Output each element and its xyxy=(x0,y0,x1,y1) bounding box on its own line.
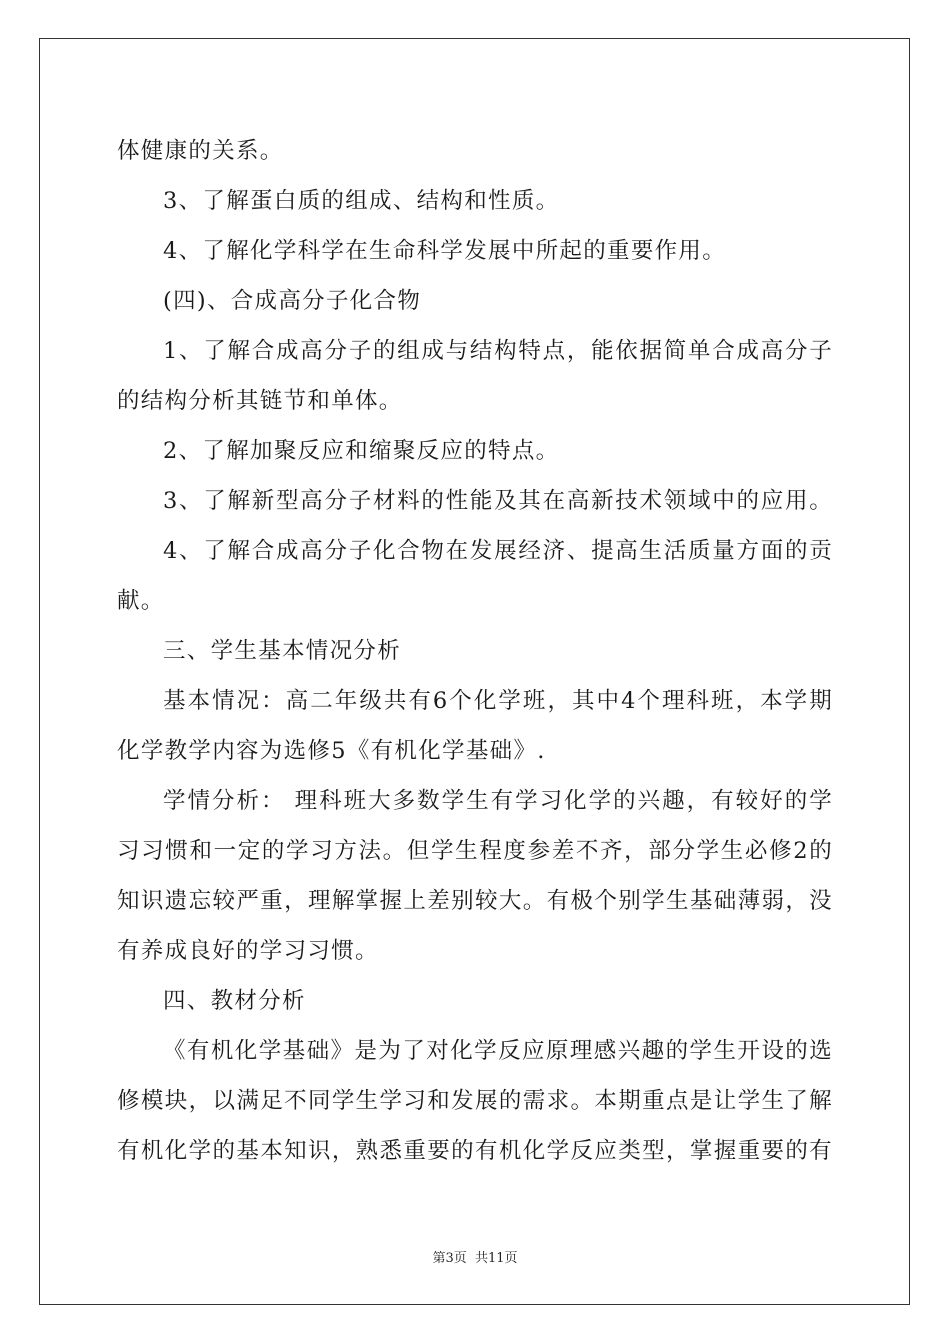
document-body xyxy=(117,126,833,1176)
text-line: 有养成良好的学习习惯。 xyxy=(117,938,379,964)
text-line: 有机化学的基本知识，熟悉重要的有机化学反应类型，掌握重要的有 xyxy=(117,1138,833,1164)
page-total: 共11页 xyxy=(474,1251,518,1266)
text-line: 化学教学内容为选修5《有机化学基础》. xyxy=(117,738,546,764)
text-line: 3、了解新型高分子材料的性能及其在高新技术领域中的应用。 xyxy=(163,488,833,514)
text-line: 3、了解蛋白质的组成、结构和性质。 xyxy=(163,188,560,214)
text-line: 献。 xyxy=(117,588,165,614)
section-heading: 四、教材分析 xyxy=(163,988,306,1014)
text-line: 1、了解合成高分子的组成与结构特点，能依据简单合成高分子 xyxy=(163,338,833,364)
text-line: 的结构分析其链节和单体。 xyxy=(117,388,403,414)
text-line: 修模块，以满足不同学生学习和发展的需求。本期重点是让学生了解 xyxy=(117,1088,833,1114)
text-line: 4、了解化学科学在生命科学发展中所起的重要作用。 xyxy=(163,238,727,264)
text-line: 习习惯和一定的学习方法。但学生程度参差不齐，部分学生必修2的 xyxy=(117,838,833,864)
text-line: 知识遗忘较严重，理解掌握上差别较大。有极个别学生基础薄弱，没 xyxy=(117,888,833,914)
text-line: 学情分析： 理科班大多数学生有学习化学的兴趣，有较好的学 xyxy=(163,788,833,814)
text-line: 体健康的关系。 xyxy=(117,138,284,164)
text-line: 《有机化学基础》是为了对化学反应原理感兴趣的学生开设的选 xyxy=(163,1038,833,1064)
text-line: 2、了解加聚反应和缩聚反应的特点。 xyxy=(163,438,560,464)
text-line: 基本情况：高二年级共有6个化学班，其中4个理科班，本学期 xyxy=(163,688,833,714)
page-number: 第3页 xyxy=(432,1251,467,1266)
section-heading: 三、学生基本情况分析 xyxy=(163,638,402,664)
section-heading: (四)、合成高分子化合物 xyxy=(163,288,422,314)
text-line: 4、了解合成高分子化合物在发展经济、提高生活质量方面的贡 xyxy=(163,538,833,564)
page-footer xyxy=(0,1247,950,1266)
